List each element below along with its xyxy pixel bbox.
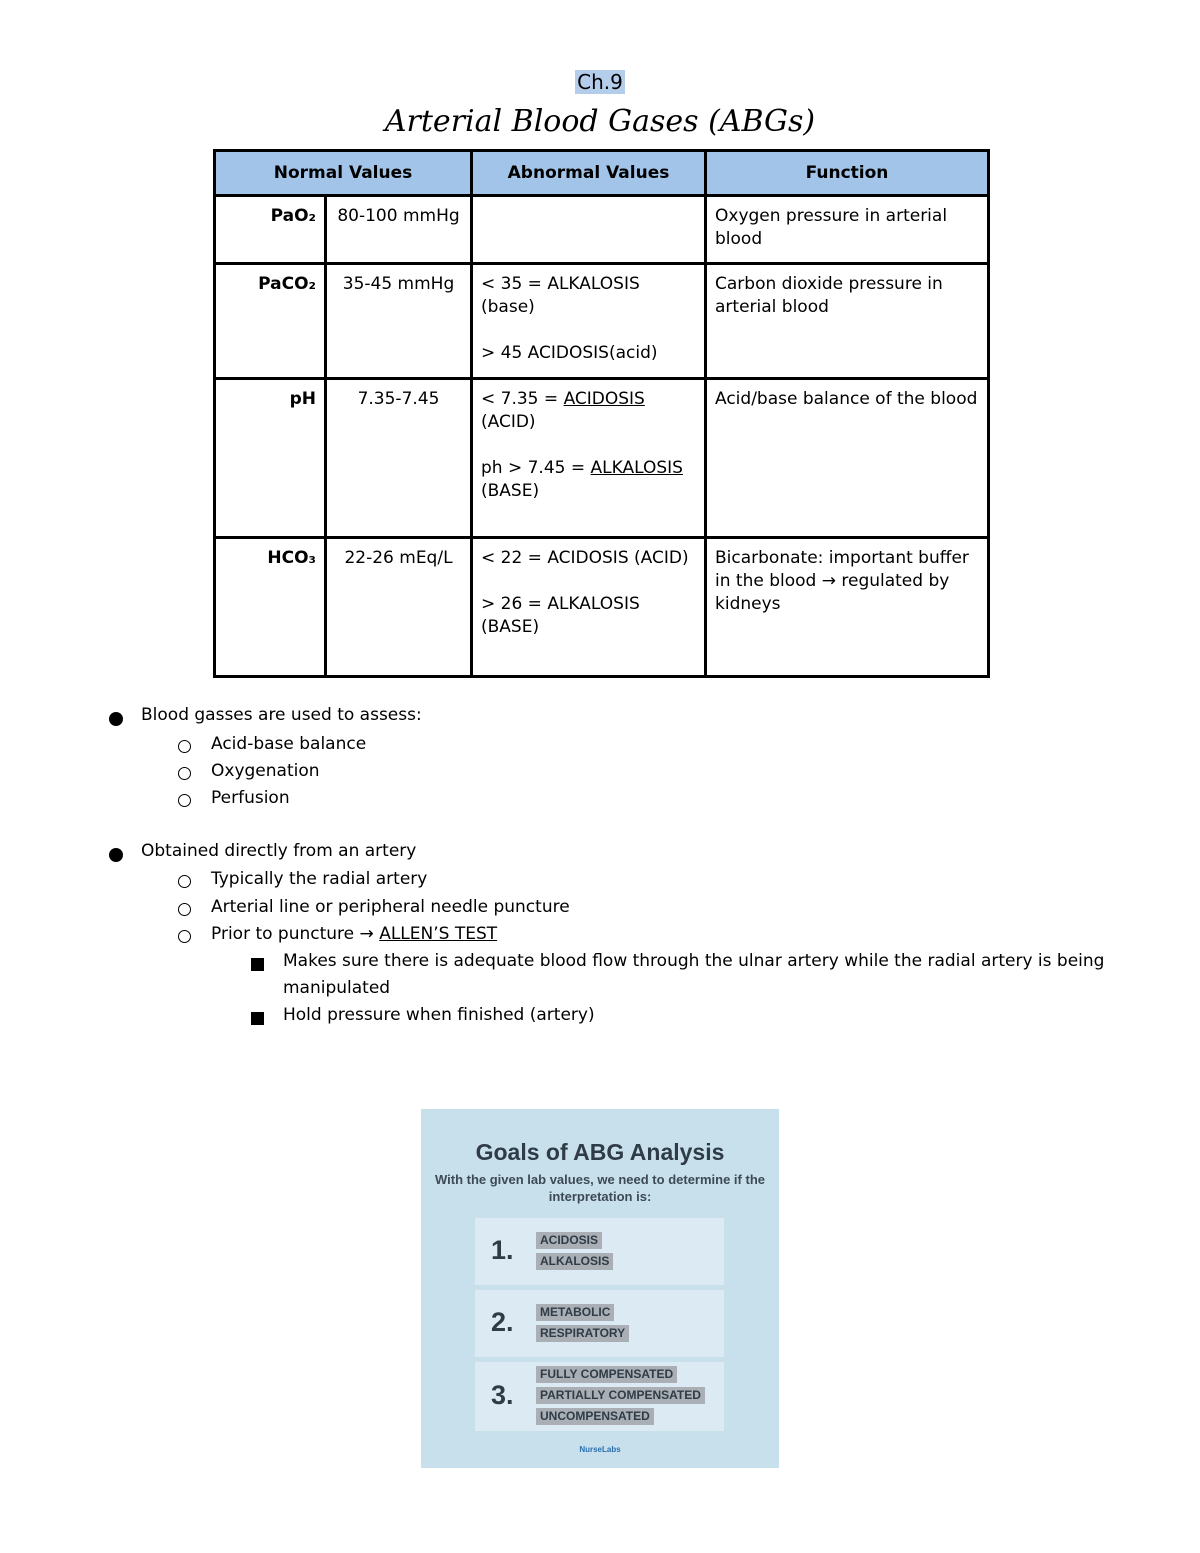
sub-list-item: Makes sure there is adequate blood flow through the ulnar artery while the radial artery is being manipulated (283, 951, 1105, 998)
document-title: Arterial Blood Gases (ABGs) (384, 104, 816, 139)
goal-tag: RESPIRATORY (536, 1325, 629, 1342)
abnormal-high: ph > 7.45 = ALKALOSIS (BASE) (481, 458, 683, 501)
sub-list-item: Hold pressure when finished (artery) (283, 1005, 595, 1025)
circle-bullet-icon (178, 767, 191, 780)
abnormal-high: > 45 ACIDOSIS(acid) (481, 343, 658, 363)
param-paco2: PaCO₂ (215, 264, 326, 379)
abnormal-low: < 35 = ALKALOSIS (base) (481, 274, 640, 317)
goal-number: 3. (491, 1380, 514, 1410)
goal-tag: METABOLIC (536, 1304, 614, 1321)
list-item: Typically the radial artery (211, 869, 428, 889)
header-function: Function (706, 151, 989, 196)
function-ph: Acid/base balance of the blood (706, 379, 989, 538)
goal-card-3 (475, 1362, 724, 1431)
list-item: Perfusion (211, 788, 290, 808)
abnormal-paco2 (472, 264, 706, 379)
function-hco3: Bicarbonate: important buffer in the blood → regulated by kidneys (706, 538, 989, 677)
param-pao2: PaO₂ (215, 196, 326, 264)
abnormal-pao2 (472, 196, 706, 264)
circle-bullet-icon (178, 930, 191, 943)
table-row (215, 264, 989, 379)
goal-card-2 (475, 1290, 724, 1357)
obtained-label: Obtained directly from an artery (141, 841, 417, 861)
table-row (215, 379, 989, 538)
range-hco3: 22-26 mEq/L (326, 538, 472, 677)
range-pao2: 80-100 mmHg (326, 196, 472, 264)
nurselabs-logo: NurseLabs (579, 1445, 621, 1454)
range-paco2: 35-45 mmHg (326, 264, 472, 379)
range-ph: 7.35-7.45 (326, 379, 472, 538)
list-item-allens-test: Prior to puncture → ALLEN’S TEST (211, 924, 498, 944)
table-row (215, 196, 989, 264)
abg-table (213, 149, 990, 678)
goal-number: 1. (491, 1235, 514, 1265)
goals-title: Goals of ABG Analysis (475, 1139, 725, 1165)
goal-tag: UNCOMPENSATED (536, 1408, 654, 1425)
abnormal-ph (472, 379, 706, 538)
circle-bullet-icon (178, 740, 191, 753)
goals-subtitle: With the given lab values, we need to determine if the interpretation is: (434, 1172, 765, 1204)
list-item: Arterial line or peripheral needle puncture (211, 897, 570, 917)
goal-tag: ACIDOSIS (536, 1232, 602, 1249)
function-pao2: Oxygen pressure in arterial blood (706, 196, 989, 264)
abnormal-low: < 22 = ACIDOSIS (ACID) (481, 548, 689, 568)
square-bullet-icon (251, 1012, 264, 1025)
bullet-icon (109, 848, 123, 862)
abnormal-high: > 26 = ALKALOSIS (BASE) (481, 594, 640, 637)
header-abnormal-values: Abnormal Values (472, 151, 706, 196)
header-normal-values: Normal Values (215, 151, 472, 196)
goals-infographic (421, 1109, 779, 1468)
table-row (215, 538, 989, 677)
list-item: Oxygenation (211, 761, 320, 781)
goal-tag: FULLY COMPENSATED (536, 1366, 677, 1383)
table-header-row (215, 151, 989, 196)
function-paco2: Carbon dioxide pressure in arterial blood (706, 264, 989, 379)
bullet-icon (109, 712, 123, 726)
goal-card-1 (475, 1218, 724, 1285)
square-bullet-icon (251, 958, 264, 971)
goal-number: 2. (491, 1307, 514, 1337)
assess-label: Blood gasses are used to assess: (141, 705, 422, 725)
list-item: Acid-base balance (211, 734, 367, 754)
goal-tag: ALKALOSIS (536, 1253, 613, 1270)
chapter-label: Ch.9 (577, 70, 623, 94)
abnormal-low: < 7.35 = ACIDOSIS (ACID) (481, 389, 645, 432)
circle-bullet-icon (178, 794, 191, 807)
abnormal-hco3 (472, 538, 706, 677)
goal-tag: PARTIALLY COMPENSATED (536, 1387, 705, 1404)
param-ph: pH (215, 379, 326, 538)
circle-bullet-icon (178, 903, 191, 916)
param-hco3: HCO₃ (215, 538, 326, 677)
circle-bullet-icon (178, 875, 191, 888)
